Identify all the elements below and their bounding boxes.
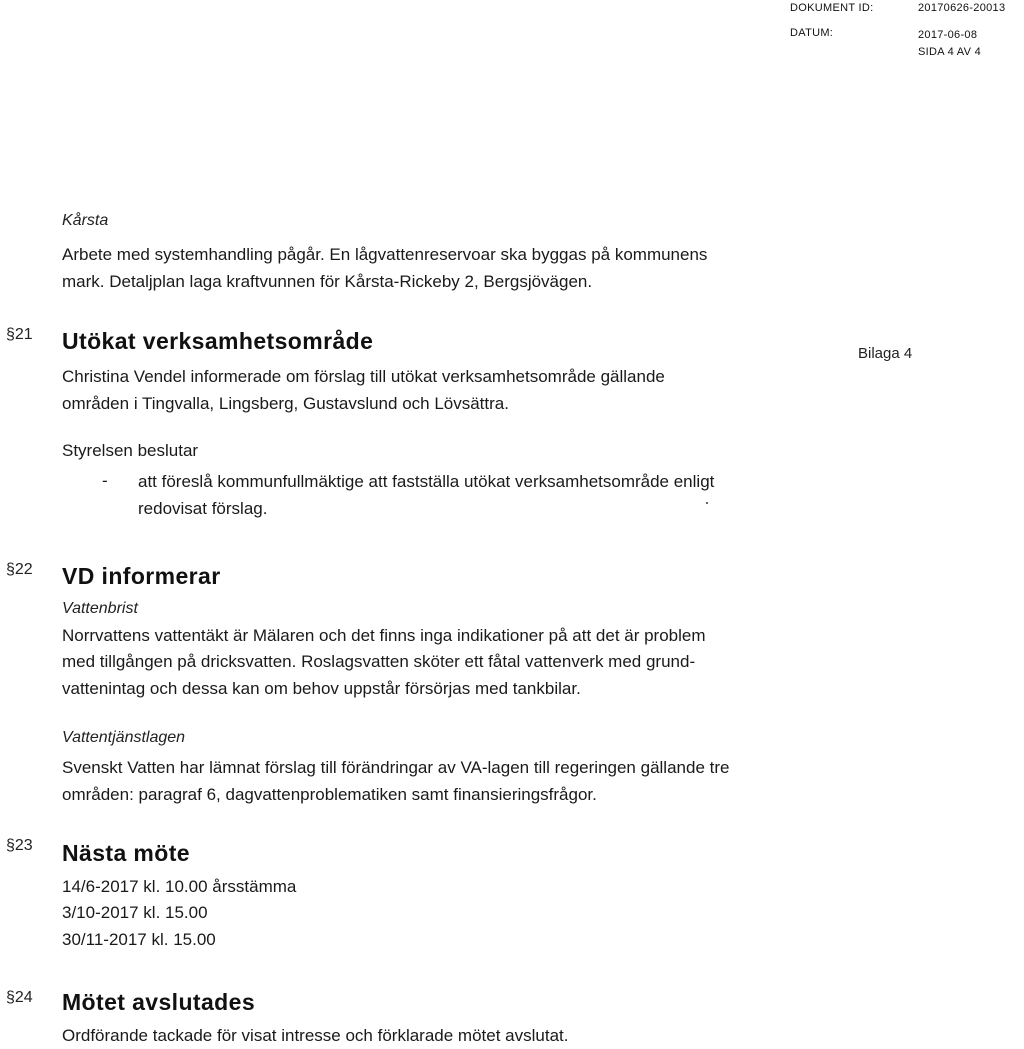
- stray-mark: [706, 502, 708, 504]
- s22-sub1-line-1: Norrvattens vattentäkt är Mälaren och det finns inga indikationer på att det är problem: [62, 626, 706, 645]
- section-title-21: Utökat verksamhetsområde: [62, 328, 374, 354]
- s24-line-1: Ordförande tackade för visat intresse och förklarade mötet avslutat.: [62, 1026, 569, 1045]
- date-label: DATUM:: [790, 27, 834, 39]
- section-number-21: §21: [6, 326, 33, 343]
- section-title-23: Nästa möte: [62, 840, 190, 866]
- decision-line-1: att föreslå kommunfullmäktige att fastställa utökat verksamhetsområde enligt: [138, 472, 715, 491]
- vattenbrist-subtitle: Vattenbrist: [62, 600, 138, 617]
- decision-line-2: redovisat förslag.: [138, 499, 268, 518]
- date-value: 2017-06-08: [918, 29, 978, 41]
- s22-sub1-line-2: med tillgången på dricksvatten. Roslagsvatten sköter ett fåtal vattenverk med grund-: [62, 652, 696, 671]
- s23-line-2: 3/10-2017 kl. 15.00: [62, 903, 208, 922]
- s23-line-1: 14/6-2017 kl. 10.00 årsstämma: [62, 877, 297, 896]
- s21-line-1: Christina Vendel informerade om förslag till utökat verksamhetsområde gällande: [62, 367, 665, 386]
- s22-sub1-line-3: vattenintag och dessa kan om behov uppstår försörjas med tankbilar.: [62, 679, 581, 698]
- karsta-line-2: mark. Detaljplan laga kraftvunnen för Kårsta-Rickeby 2, Bergsjövägen.: [62, 272, 593, 291]
- section-number-23: §23: [6, 837, 33, 854]
- decision-bullet: -: [102, 471, 108, 490]
- s22-sub2-line-2: områden: paragraf 6, dagvattenproblematiken samt finansieringsfrågor.: [62, 785, 597, 804]
- decision-label: Styrelsen beslutar: [62, 441, 199, 460]
- section-title-24: Mötet avslutades: [62, 989, 256, 1015]
- document-id-label: DOKUMENT ID:: [790, 2, 874, 14]
- attachment-label: Bilaga 4: [858, 345, 913, 362]
- section-number-24: §24: [6, 989, 33, 1006]
- section-number-22: §22: [6, 561, 33, 578]
- karsta-subtitle: Kårsta: [62, 212, 109, 229]
- page-number: SIDA 4 AV 4: [918, 46, 982, 58]
- vattentjanstlagen-subtitle: Vattentjänstlagen: [62, 729, 186, 746]
- document-id-value: 20170626-20013: [918, 2, 1006, 14]
- s23-line-3: 30/11-2017 kl. 15.00: [62, 930, 216, 949]
- karsta-line-1: Arbete med systemhandling pågår. En lågvattenreservoar ska byggas på kommunens: [62, 245, 708, 264]
- s22-sub2-line-1: Svenskt Vatten har lämnat förslag till förändringar av VA-lagen till regeringen gällande tre: [62, 758, 730, 777]
- s21-line-2: områden i Tingvalla, Lingsberg, Gustavslund och Lövsättra.: [62, 394, 509, 413]
- section-title-22: VD informerar: [62, 563, 221, 589]
